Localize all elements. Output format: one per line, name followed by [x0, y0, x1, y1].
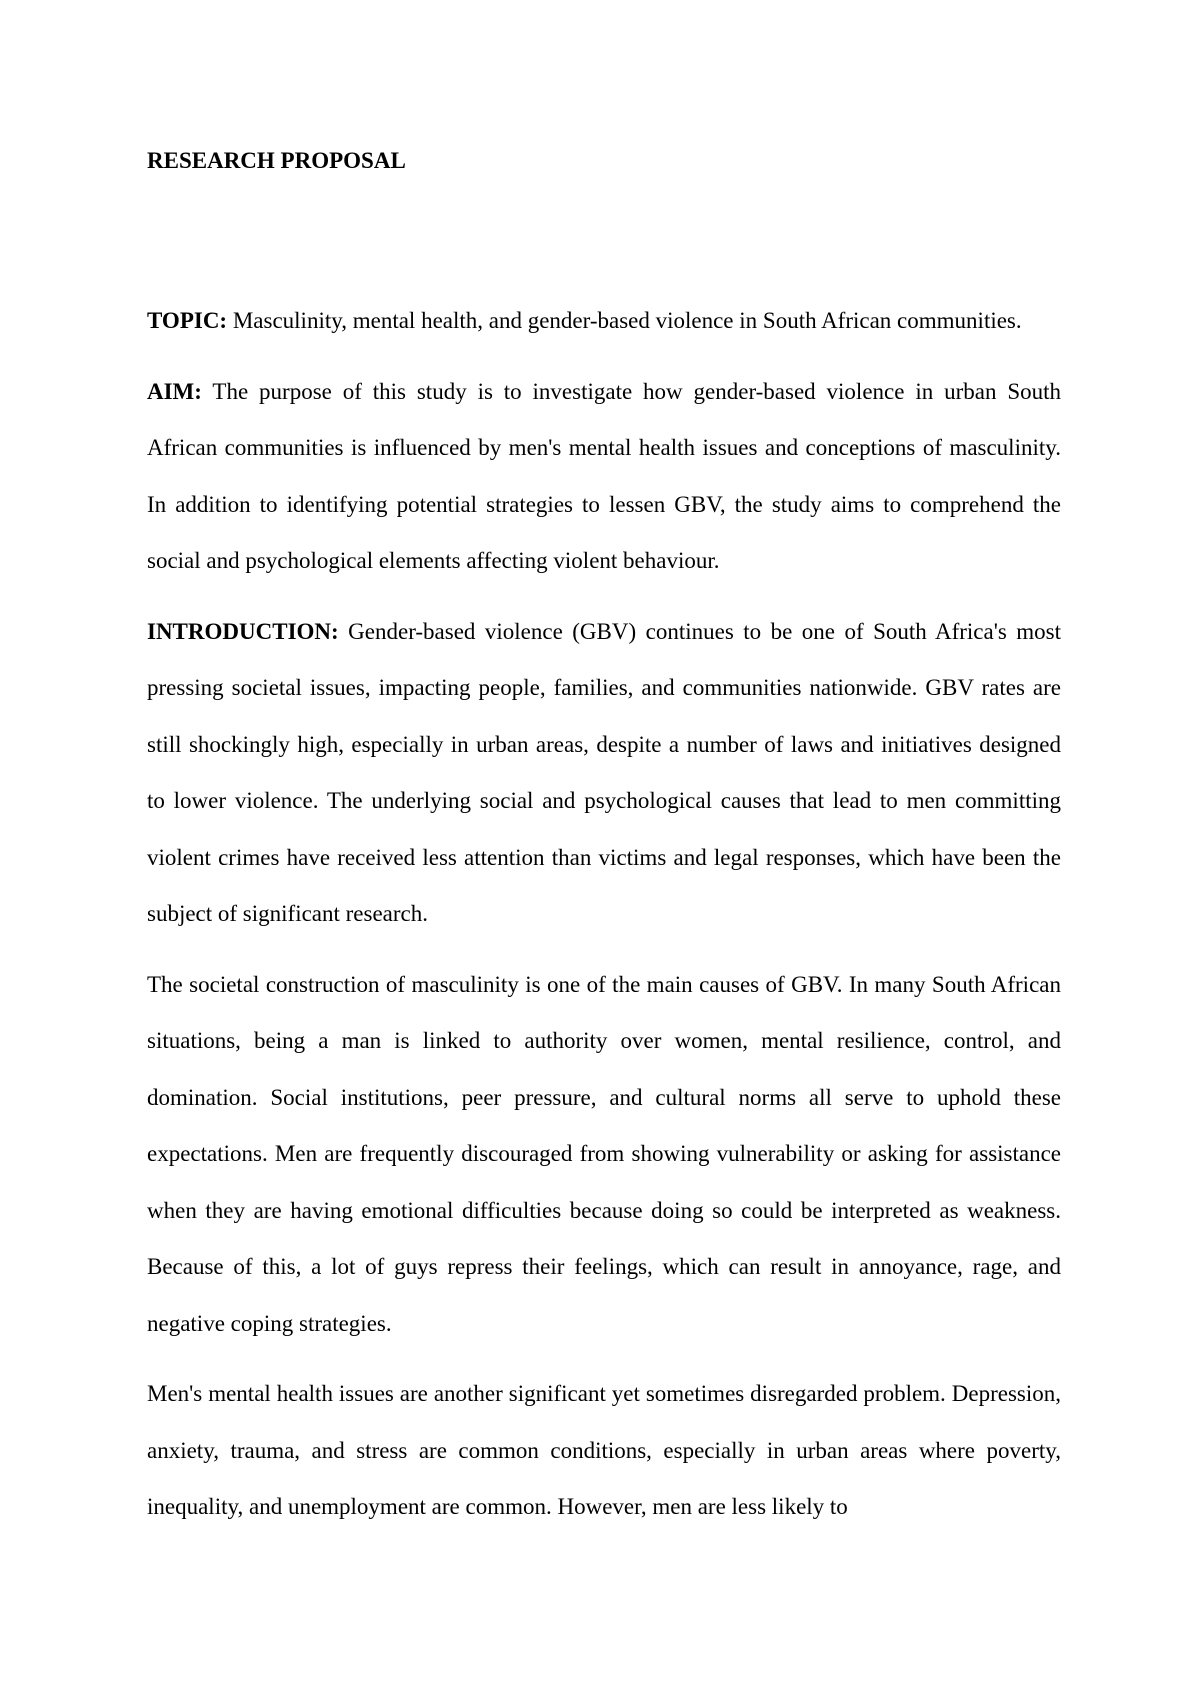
topic-label: TOPIC:: [147, 308, 228, 333]
introduction-text: Gender-based violence (GBV) continues to be one of South Africa's most pressing societal issues, impacting people, families, and communities nationwide. GBV rates are still shockingly high, especially in urban areas, despite a number of laws and initiatives designed to lower violence. The underlying social and psychological causes that lead to men committing violent crimes have received less attention than victims and legal responses, which have been the subject of significant research.: [147, 618, 1062, 926]
masculinity-paragraph: The societal construction of masculinity is one of the main causes of GBV. In many South African situations, being a man is linked to authority over women, mental resilience, control, and domination. Social institutions, peer pressure, and cultural norms all serve to uphold these expectations. Men are frequently discouraged from showing vulnerability or asking for assistance when they are having emotional difficulties because doing so could be interpreted as weakness. Because of this, a lot of guys repress their feelings, which can result in annoyance, rage, and negative coping strategies.: [147, 971, 1061, 1336]
topic-text: Masculinity, mental health, and gender-based violence in South African communities.: [232, 308, 1022, 333]
aim-text: The purpose of this study is to investigate how gender-based violence in urban South African communities is influenced by men's mental health issues and conceptions of masculinity. In addition to identifying potential strategies to lessen GBV, the study aims to comprehend the social and psychological elements affecting violent behaviour.: [147, 378, 1061, 573]
document-title: RESEARCH PROPOSAL: [147, 148, 406, 173]
mental-health-paragraph: Men's mental health issues are another significant yet sometimes disregarded problem. Depression, anxiety, trauma, and stress are common conditions, especially in urban areas where poverty, inequality, and unemployment are common. However, men are less likely to: [147, 1381, 1061, 1519]
introduction-paragraph: [147, 604, 1061, 943]
aim-paragraph: [147, 364, 1061, 590]
introduction-label: INTRODUCTION:: [147, 618, 339, 644]
document-body: [147, 146, 1061, 1536]
aim-label: AIM:: [147, 378, 202, 404]
topic-paragraph: [147, 293, 1061, 350]
